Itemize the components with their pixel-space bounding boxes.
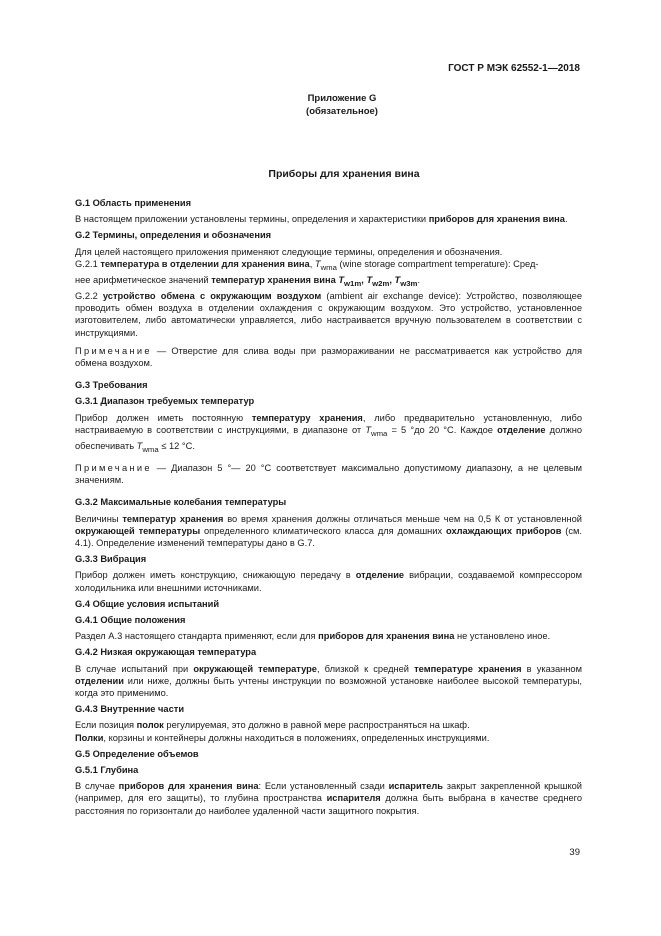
section-g5-heading: G.5 Определение объемов <box>75 748 199 759</box>
definition-g21: G.2.1 температура в отделении для хранения вина, $T_{wma}$ (wine storage compartment temperature): Сред- нее арифметическое значений температур хранения вина $T_{w1m}$, $T_{w2m}$, $T_{w3m}$. <box>75 258 539 288</box>
section-g1-heading: G.1 Область применения <box>75 198 192 208</box>
section-g33-text: Прибор должен иметь конструкцию, снижающую передачу в отделение вибрации, создаваемой компрессором холодильника или внешними источниками. <box>75 570 582 593</box>
section-g42-heading: G.4.2 Низкая окружающая температура <box>75 647 257 658</box>
standard-designation: ГОСТ Р МЭК 62552-1—2018 <box>448 63 580 74</box>
section-g3-heading: G.3 Требования <box>75 380 148 391</box>
annex-status: (обязательное) <box>306 106 378 117</box>
document-body <box>75 197 582 817</box>
note-g31: Примечание — Диапазон 5 °— 20 °C соответствует максимально допустимому диапазону, а не целевым значениям. <box>75 462 582 486</box>
section-g43-text-2: Полки, корзины и контейнеры должны находиться в положениях, определенных инструкциями. <box>75 732 490 743</box>
section-g42-text: В случае испытаний при окружающей температуре, близкой к средней температуре хранения в указанном отделении или ниже, должны быть учтены инструкции по возможной установке наиболее высокой температуры, когда это применимо. <box>75 663 582 698</box>
section-g41-text: Раздел А.3 настоящего стандарта применяют, если для приборов для хранения вина не установлено иное. <box>75 631 551 642</box>
section-g4-heading: G.4 Общие условия испытаний <box>75 598 220 609</box>
section-g33-heading: G.3.3 Вибрация <box>75 554 147 565</box>
annex-heading <box>0 92 661 118</box>
note-g22: Примечание — Отверстие для слива воды при размораживании не рассматривается как устройство для обмена воздухом. <box>75 345 582 368</box>
section-g32-text: Величины температур хранения во время хранения должны отличаться меньше чем на 0,5 К от установленной окружающей температуры определенного климатического класса для домашних охлаждающих приборов (см. 4.1). Определение изменений температуры дано в G.7. <box>75 513 583 548</box>
section-g2-intro: Для целей настоящего приложения применяют следующие термины, определения и обозначения. <box>75 246 503 257</box>
section-g32-heading: G.3.2 Максимальные колебания температуры <box>75 497 287 508</box>
annex-title: Приложение G <box>307 93 377 104</box>
section-g51-heading: G.5.1 Глубина <box>75 764 139 775</box>
section-g41-heading: G.4.1 Общие положения <box>75 614 186 625</box>
definition-g22: G.2.2 устройство обмена с окружающим воздухом (ambient air exchange device): Устройство, позволяющее проводить обмен воздуха в отделении охлаждения с окружающим воздухом. Это устройство, установленное изготовителем, либо автоматически управляется, либо настраивается вручную пользователем в соответствии с инструкциями. <box>75 290 583 338</box>
page-number: 39 <box>569 847 580 858</box>
document-title: Приборы для хранения вина <box>268 168 420 180</box>
section-g31-heading: G.3.1 Диапазон требуемых температур <box>75 396 255 407</box>
section-g43-text-1: Если позиция полок регулируемая, это должно в равной мере распространяться на шкаф. <box>75 720 470 731</box>
section-g2-heading: G.2 Термины, определения и обозначения <box>75 230 272 241</box>
section-g43-heading: G.4.3 Внутренние части <box>75 704 185 715</box>
section-g1-text: В настоящем приложении установлены термины, определения и характеристики приборов для хранения вина. <box>75 214 568 225</box>
section-g31-text: Прибор должен иметь постоянную температуру хранения, либо предварительно установленную, либо настраиваемую в соответствии с инструкциями, в диапазоне от $T_{wma} = 5$ °до 20 °C. Каждое отделение должно обеспечивать $T_{wma} \le 12$ °C. <box>75 412 582 454</box>
section-g51-text: В случае приборов для хранения вина: Если установленный сзади испаритель закрыт закрепленной крышкой (например, для его защиты), то глубина пространства испарителя должна быть выбрана в качестве среднего расстояния по горизонтали до наиболее удаленной части защитного покрытия. <box>75 781 583 816</box>
